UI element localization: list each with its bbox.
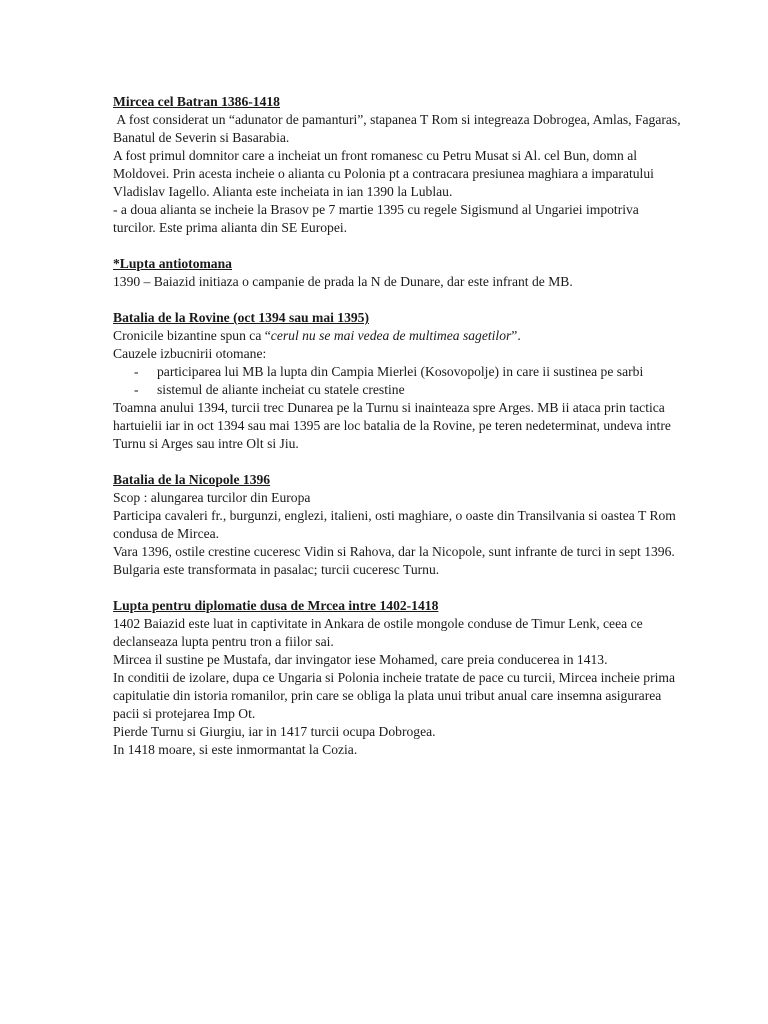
section-diplomatie: [113, 597, 683, 759]
spacer: [113, 579, 683, 597]
section-rovine: [113, 309, 683, 453]
spacer: [113, 237, 683, 255]
bullet-item: [113, 363, 683, 381]
heading-rovine: Batalia de la Rovine (oct 1394 sau mai 1395): [113, 310, 370, 325]
bullet-marker: -: [134, 364, 139, 379]
quote-italic: cerul nu se mai vedea de multimea sagetilor: [270, 328, 512, 343]
spacer: [113, 291, 683, 309]
bullet-text: participarea lui MB la lupta din Campia Mierlei (Kosovopolje) in care ii sustinea pe sarbi: [157, 364, 644, 379]
paragraph: In 1418 moare, si este inmormantat la Cozia.: [113, 742, 358, 757]
paragraph: Mircea il sustine pe Mustafa, dar invingator iese Mohamed, care preia conducerea in 1413.: [113, 652, 608, 667]
heading-diplomatie: Lupta pentru diplomatie dusa de Mrcea intre 1402-1418: [113, 598, 439, 613]
document-page: [113, 93, 683, 759]
paragraph: 1402 Baiazid este luat in captivitate in Ankara de ostile mongole conduse de Timur Lenk, ceea ce declanseaza lupta pentru tron a fiilor sai.: [113, 616, 643, 649]
paragraph: Toamna anului 1394, turcii trec Dunarea pe la Turnu si inainteaza spre Arges. MB ii ataca prin tactica hartuielii iar in oct 1394 sau mai 1395 are loc batalia de la Rovine, pe teren nedeterminat, undeva intre Turnu si Arges sau intre Olt si Jiu.: [113, 400, 671, 451]
paragraph: Cauzele izbucnirii otomane:: [113, 346, 267, 361]
bullet-marker: -: [134, 382, 139, 397]
heading-nicopole: Batalia de la Nicopole 1396: [113, 472, 271, 487]
section-lupta-antiotomana: [113, 255, 683, 291]
paragraph: 1390 – Baiazid initiaza o campanie de prada la N de Dunare, dar este infrant de MB.: [113, 274, 573, 289]
spacer: [113, 453, 683, 471]
quote-before: Cronicile bizantine spun ca “: [113, 328, 271, 343]
bullet-text: sistemul de aliante incheiat cu statele crestine: [157, 382, 405, 397]
paragraph: Scop : alungarea turcilor din Europa: [113, 490, 311, 505]
paragraph: A fost primul domnitor care a incheiat un front romanesc cu Petru Musat si Al. cel Bun, domn al Moldovei. Prin acesta incheie o alianta cu Polonia pt a contracara presiunea maghiara a imparatului Vladislav Iagello. Alianta este incheiata in ian 1390 la Lublau.: [113, 148, 654, 199]
heading-lupta-antiotomana: *Lupta antiotomana: [113, 256, 232, 271]
paragraph: In conditii de izolare, dupa ce Ungaria si Polonia incheie tratate de pace cu turcii, Mircea incheie prima capitulatie din istoria romanilor, prin care se obliga la plata unui tribut anual care insemna asigurarea pacii si protejarea Imp Ot.: [113, 670, 676, 721]
quote-after: ”.: [511, 328, 521, 343]
bullet-item: [113, 381, 683, 399]
heading-mircea: Mircea cel Batran 1386-1418: [113, 94, 280, 109]
paragraph: Pierde Turnu si Giurgiu, iar in 1417 turcii ocupa Dobrogea.: [113, 724, 436, 739]
bullet-list: [113, 363, 683, 399]
paragraph-quote: [113, 327, 683, 345]
section-nicopole: [113, 471, 683, 579]
paragraph: - a doua alianta se incheie la Brasov pe 7 martie 1395 cu regele Sigismund al Ungariei impotriva turcilor. Este prima alianta din SE Europei.: [113, 202, 639, 235]
section-mircea: [113, 93, 683, 237]
paragraph: Vara 1396, ostile crestine cuceresc Vidin si Rahova, dar la Nicopole, sunt infrante de turci in sept 1396. Bulgaria este transformata in pasalac; turcii cuceresc Turnu.: [113, 544, 675, 577]
paragraph: A fost considerat un “adunator de pamanturi”, stapanea T Rom si integreaza Dobrogea, Amlas, Fagaras, Banatul de Severin si Basarabia.: [113, 112, 685, 145]
paragraph: Participa cavaleri fr., burgunzi, englezi, italieni, osti maghiare, o oaste din Transilvania si oastea T Rom condusa de Mircea.: [113, 508, 676, 541]
